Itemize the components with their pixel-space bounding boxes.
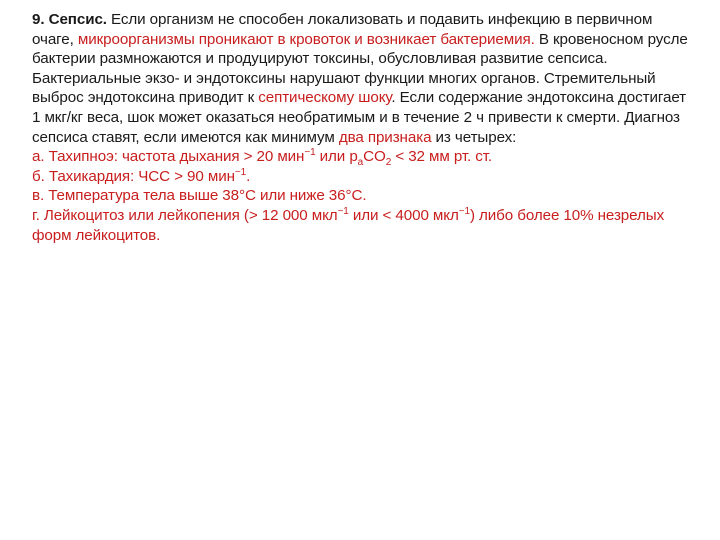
superscript: −1 <box>304 147 316 159</box>
criterion-a <box>32 147 688 167</box>
subscript: a <box>357 157 364 169</box>
text-span: Тахипноэ: частота дыхания > 20 мин <box>44 148 305 166</box>
superscript: −1 <box>234 166 247 178</box>
highlight-two-signs: два признака <box>338 128 432 146</box>
text-span: Тахикардия: ЧСС > 90 мин <box>44 167 235 185</box>
superscript: −1 <box>458 205 470 217</box>
criterion-b <box>32 167 688 187</box>
criterion-c <box>32 186 688 206</box>
text-span: Если организм не способен локализовать и подавить инфекцию в первичном очаге, <box>32 11 653 48</box>
criterion-c-letter: в. <box>32 187 45 205</box>
highlight-septic-shock: септическому шоку <box>258 89 392 107</box>
text-span: ) либо более 10% незрелых форм лейкоцитов. <box>32 206 665 244</box>
criterion-d-letter: г. <box>32 206 40 224</box>
text-span: или < 4000 мкл <box>348 206 459 224</box>
text-span: или р <box>315 148 358 166</box>
text-span: . <box>246 167 251 185</box>
text-span: < 32 мм рт. ст. <box>391 148 493 166</box>
text-span: . Если содержание эндотоксина достигает 1 мкг/кг веса, шок может оказаться необратимым и в течение 2 ч привести к смерти. Диагноз сепсиса ставят, если имеются как минимум <box>32 89 687 146</box>
criterion-d <box>32 206 688 245</box>
text-span: из четырех: <box>431 128 517 146</box>
text-span: Лейкоцитоз или лейкопения (> 12 000 мкл <box>39 206 338 224</box>
sepsis-paragraph <box>32 10 688 147</box>
text-span: В кровеносном русле бактерии размножаются и продуцируют токсины, обусловливая развитие сепсиса. Бактериальные экзо- и эндотоксины нарушают функции многих органов. Стремительный выброс эндотоксина приводит к <box>32 30 688 107</box>
text-span: CO <box>363 148 386 166</box>
highlight-bacteremia: микроорганизмы проникают в кровоток и возникает бактериемия. <box>77 30 535 48</box>
section-heading: 9. Сепсис. <box>32 11 107 28</box>
subscript: 2 <box>385 157 392 169</box>
superscript: −1 <box>337 205 349 217</box>
text-span: Температура тела выше 38°C или ниже 36°C. <box>44 187 367 205</box>
criterion-a-letter: а. <box>32 148 45 166</box>
criterion-b-letter: б. <box>32 167 45 185</box>
